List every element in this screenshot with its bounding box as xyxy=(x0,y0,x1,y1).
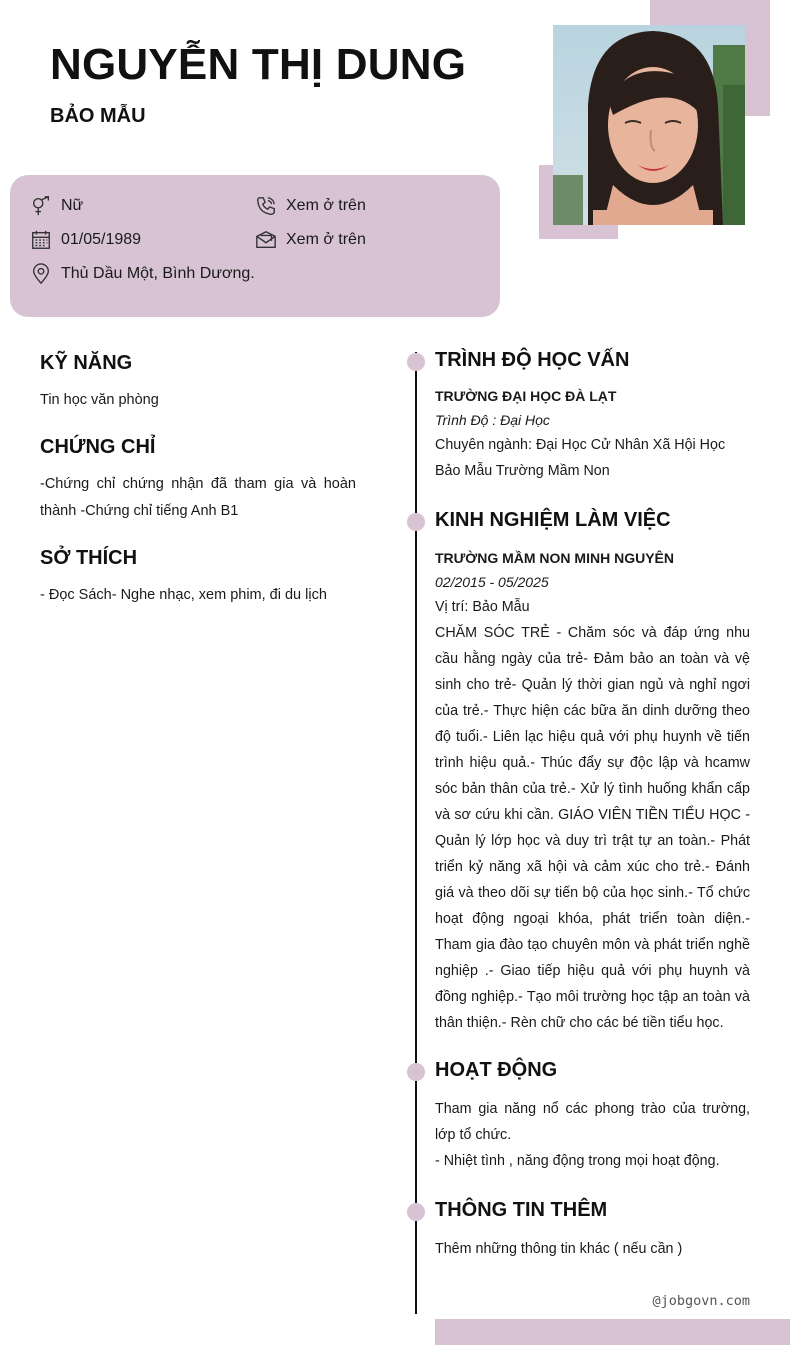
profile-photo xyxy=(553,25,745,225)
watermark-text: @jobgovn.com xyxy=(652,1293,750,1309)
experience-title: KINH NGHIỆM LÀM VIỆC xyxy=(435,509,671,531)
gender-value: Nữ xyxy=(61,197,84,214)
hobbies-title: SỞ THÍCH xyxy=(40,547,138,569)
timeline-line xyxy=(415,352,417,1314)
experience-description: CHĂM SÓC TRẺ - Chăm sóc và đáp ứng nhu cầu hằng ngày của trẻ- Đảm bảo an toàn và vệ sinh cho trẻ- Quản lý thời gian ngủ và nghỉ ngơi của trẻ.- Thực hiện các bữa ăn dinh dưỡng theo độ tuổi.- Liên lạc hiệu quả với phụ huynh về tiến trình hiệu quả.- Thúc đẩy sự độc lập và hcamw sóc bản thân của trẻ.- Xử lý tình huống khẩn cấp và sơ cứu khi cần. GIÁO VIÊN TIỀN TIỂU HỌC - Quản lý lớp học và duy trì trật tự an toàn.- Phát triển kỷ năng xã hội và cảm xúc cho trẻ.- Đánh giá và theo dõi sự tiến bộ của học sinh.- Tổ chức hoạt động ngoại khóa, phát triển toàn diện.- Tham gia đào tạo chuyên môn và phát triển nghề nghiệp .- Giao tiếp hiệu quả với phụ huynh và đồng nghiệp.- Tạo môi trường học tập an toàn và thân thiện.- Rèn chữ cho các bé tiền tiểu học. xyxy=(435,625,750,1031)
address-item xyxy=(30,263,255,285)
additional-text: Thêm những thông tin khác ( nếu cần ) xyxy=(435,1241,683,1257)
activities-title: HOẠT ĐỘNG xyxy=(435,1059,558,1081)
decor-block-bottom xyxy=(435,1319,790,1345)
left-column xyxy=(40,352,356,631)
certificates-title: CHỨNG CHỈ xyxy=(40,436,156,458)
activities-line-1: Tham gia năng nổ các phong trào của trường, lớp tổ chức. xyxy=(435,1101,750,1143)
job-title: BẢO MẪU xyxy=(50,105,146,127)
education-school: TRƯỜNG ĐẠI HỌC ĐÀ LẠT xyxy=(435,388,617,404)
experience-period: 02/2015 - 05/2025 xyxy=(435,574,549,590)
gender-item xyxy=(30,195,83,217)
timeline-dot-education xyxy=(407,353,425,371)
activities-section xyxy=(435,1059,750,1174)
skills-title: KỸ NĂNG xyxy=(40,352,133,374)
experience-section xyxy=(435,509,750,1036)
timeline-dot-activities xyxy=(407,1063,425,1081)
candidate-name: NGUYỄN THỊ DUNG xyxy=(50,40,467,89)
activities-line-2: - Nhiệt tình , năng động trong mọi hoạt động. xyxy=(435,1153,720,1169)
education-extra: Bảo Mẫu Trường Mầm Non xyxy=(435,463,610,479)
skills-section xyxy=(40,352,356,414)
education-section xyxy=(435,349,750,484)
phone-value: Xem ở trên xyxy=(286,197,366,214)
timeline-dot-experience xyxy=(407,513,425,531)
gender-icon xyxy=(30,195,52,217)
email-value: Xem ở trên xyxy=(286,231,366,248)
certificates-section xyxy=(40,436,356,525)
address-value: Thủ Dầu Một, Bình Dương. xyxy=(61,265,255,282)
additional-title: THÔNG TIN THÊM xyxy=(435,1199,608,1221)
email-icon xyxy=(255,229,277,251)
birthday-item xyxy=(30,229,141,251)
phone-icon xyxy=(255,195,277,217)
experience-position: Vị trí: Bảo Mẫu xyxy=(435,599,530,615)
education-title: TRÌNH ĐỘ HỌC VẤN xyxy=(435,349,630,371)
hobbies-section xyxy=(40,547,356,609)
location-icon xyxy=(30,263,52,285)
hobbies-text: - Đọc Sách- Nghe nhạc, xem phim, đi du lịch xyxy=(40,587,327,603)
phone-item xyxy=(255,195,366,217)
email-item xyxy=(255,229,366,251)
education-major: Chuyên ngành: Đại Học Cử Nhân Xã Hội Học xyxy=(435,437,726,453)
certificates-text: -Chứng chỉ chứng nhận đã tham gia và hoàn thành -Chứng chỉ tiếng Anh B1 xyxy=(40,476,356,519)
additional-section xyxy=(435,1199,750,1262)
education-level: Trình Độ : Đại Học xyxy=(435,412,550,428)
skills-text: Tin học văn phòng xyxy=(40,392,159,408)
contact-info-box xyxy=(10,175,500,317)
birthday-value: 01/05/1989 xyxy=(61,231,142,248)
experience-company: TRƯỜNG MẦM NON MINH NGUYÊN xyxy=(435,550,674,566)
calendar-icon xyxy=(30,229,52,251)
timeline-dot-additional xyxy=(407,1203,425,1221)
